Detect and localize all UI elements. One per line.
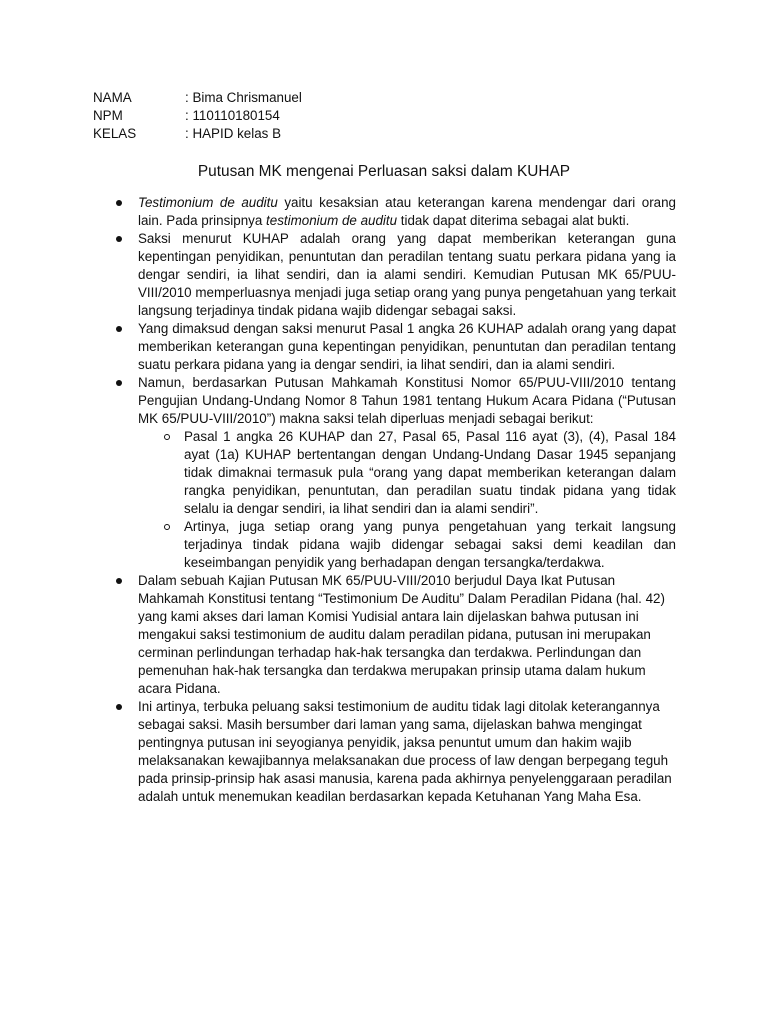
- text-span: tidak dapat diterima sebagai alat bukti.: [397, 213, 630, 228]
- info-value: : Bima Chrismanuel: [185, 90, 302, 105]
- sub-item-text: Pasal 1 angka 26 KUHAP dan 27, Pasal 65, Pasal 116 ayat (3), (4), Pasal 184 ayat (1a) KUHAP bertentangan dengan Undang-Undang Dasar 1945 sepanjang tidak dimaknai termasuk pula “orang yang dapat memberikan keterangan dalam rangka penyidikan, penuntutan, dan peradilan suatu tindak pidana yang tidak selalu ia dengar sendiri, ia lihat sendiri dan ia alami sendiri”.: [184, 429, 676, 516]
- sub-item: [184, 518, 676, 572]
- info-row-nama: [93, 89, 302, 107]
- bullet-item: [116, 698, 676, 806]
- bullet-item: [116, 230, 676, 320]
- bullet-icon: [116, 236, 122, 242]
- document-body: [116, 194, 676, 806]
- info-value: : HAPID kelas B: [185, 126, 281, 141]
- bullet-icon: [116, 200, 122, 206]
- bullet-text: Dalam sebuah Kajian Putusan MK 65/PUU-VIII/2010 berjudul Daya Ikat Putusan Mahkamah Konstitusi tentang “Testimonium De Auditu” Dalam Peradilan Pidana (hal. 42) yang kami akses dari laman Komisi Yudisial antara lain dijelaskan bahwa putusan ini mengakui saksi testimonium de auditu dalam peradilan pidana, putusan ini merupakan cerminan perlindungan terhadap hak-hak tersangka dan terdakwa. Perlindungan dan pemenuhan hak-hak tersangka dan terdakwa merupakan prinsip utama dalam hukum acara Pidana.: [138, 573, 665, 696]
- student-info: [93, 89, 302, 143]
- document-title: Putusan MK mengenai Perluasan saksi dalam KUHAP: [197, 163, 571, 180]
- text-span: yaitu kesaksian atau keterangan karena mendengar dari orang lain. Pada prinsipnya: [138, 195, 677, 228]
- info-label: NPM: [93, 108, 123, 123]
- bullet-icon: [116, 380, 122, 386]
- circle-bullet-icon: [164, 434, 170, 440]
- bullet-item: [116, 374, 676, 572]
- info-label: KELAS: [93, 126, 137, 141]
- bullet-text: Namun, berdasarkan Putusan Mahkamah Konstitusi Nomor 65/PUU-VIII/2010 tentang Pengujian Undang-Undang Nomor 8 Tahun 1981 tentang Hukum Acara Pidana (“Putusan MK 65/PUU-VIII/2010”) makna saksi telah diperluas menjadi sebagai berikut:: [138, 375, 676, 426]
- info-value: : 110110180154: [185, 108, 280, 123]
- italic-term: testimonium de auditu: [266, 213, 398, 228]
- bullet-text: Ini artinya, terbuka peluang saksi testimonium de auditu tidak lagi ditolak keterangannya sebagai saksi. Masih bersumber dari laman yang sama, dijelaskan bahwa mengingat pentingnya putusan ini seyogianya penyidik, jaksa penuntut umum dan hakim wajib melaksanakan kewajibannya melaksanakan due process of law dengan berpegang teguh pada prinsip-prinsip hak asasi manusia, karena pada akhirnya penyelenggaraan peradilan adalah untuk menemukan keadilan berdasarkan kepada Ketuhanan Yang Maha Esa.: [138, 699, 672, 804]
- bullet-text: Yang dimaksud dengan saksi menurut Pasal 1 angka 26 KUHAP adalah orang yang dapat memberikan keterangan guna kepentingan penyidikan, penuntutan dan peradilan tentang suatu perkara pidana yang ia dengar sendiri, ia lihat sendiri, dan ia alami sendiri.: [138, 321, 676, 372]
- bullet-text: [138, 194, 676, 230]
- info-label: NAMA: [93, 90, 132, 105]
- sub-item: [184, 428, 676, 518]
- bullet-item: [116, 320, 676, 374]
- sub-item-text: Artinya, juga setiap orang yang punya pengetahuan yang terkait langsung terjadinya tindak pidana wajib didengar sebagai saksi demi keadilan dan keseimbangan penyidik yang berhadapan dengan tersangka/terdakwa.: [184, 519, 676, 570]
- circle-bullet-icon: [164, 524, 170, 530]
- bullet-icon: [116, 326, 122, 332]
- info-row-npm: [93, 107, 302, 125]
- bullet-item: [116, 194, 676, 230]
- bullet-item: [116, 572, 676, 698]
- bullet-icon: [116, 578, 122, 584]
- bullet-text: Saksi menurut KUHAP adalah orang yang dapat memberikan keterangan guna kepentingan penyidikan, penuntutan dan peradilan tentang suatu perkara pidana yang ia dengar sendiri, ia lihat sendiri, dan ia alami sendiri. Kemudian Putusan MK 65/PUU-VIII/2010 memperluasnya menjadi juga setiap orang yang punya pengetahuan yang terkait langsung terjadinya tindak pidana wajib didengar sebagai saksi.: [138, 231, 676, 318]
- bullet-list: [116, 194, 676, 806]
- bullet-icon: [116, 704, 122, 710]
- italic-term: Testimonium de auditu: [138, 195, 278, 210]
- sub-list: [138, 428, 676, 572]
- info-row-kelas: [93, 125, 302, 143]
